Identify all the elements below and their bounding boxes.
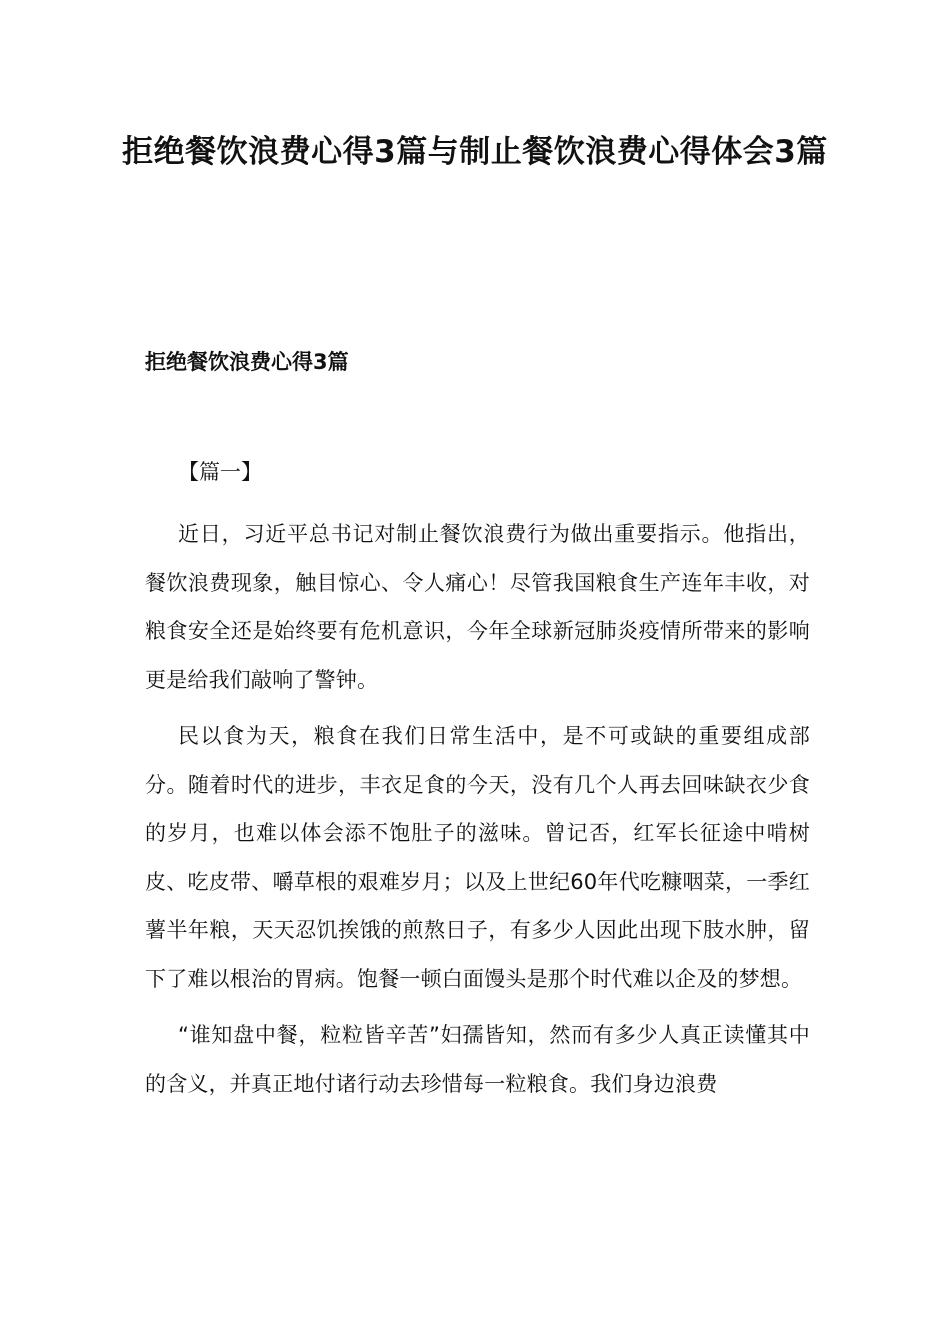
section-heading: 拒绝餐饮浪费心得3篇 <box>145 350 349 374</box>
paragraph-3: “谁知盘中餐，粒粒皆辛苦”妇孺皆知，然而有多少人真正读懂其中的含义，并真正地付诸行动去珍惜每一粒粮食。我们身边浪费 <box>145 1023 810 1096</box>
document-title: 拒绝餐饮浪费心得3篇与制止餐饮浪费心得体会3篇 <box>122 134 828 170</box>
article-label: 【篇一】 <box>178 460 262 484</box>
paragraph-2: 民以食为天，粮食在我们日常生活中，是不可或缺的重要组成部分。随着时代的进步，丰衣足食的今天，没有几个人再去回味缺衣少食的岁月，也难以体会添不饱肚子的滋味。曾记否，红军长征途中啃树皮、吃皮带、嚼草根的艰难岁月；以及上世纪60年代吃糠咽菜，一季红薯半年粮，天天忍饥挨饿的煎熬日子，有多少人因此出现下肢水肿，留下了难以根治的胃病。饱餐一顿白面馒头是那个时代难以企及的梦想。 <box>145 724 810 991</box>
article-body <box>145 510 810 1116</box>
paragraph-1: 近日，习近平总书记对制止餐饮浪费行为做出重要指示。他指出，餐饮浪费现象，触目惊心、令人痛心！尽管我国粮食生产连年丰收，对粮食安全还是始终要有危机意识，今年全球新冠肺炎疫情所带来的影响更是给我们敲响了警钟。 <box>145 522 810 692</box>
